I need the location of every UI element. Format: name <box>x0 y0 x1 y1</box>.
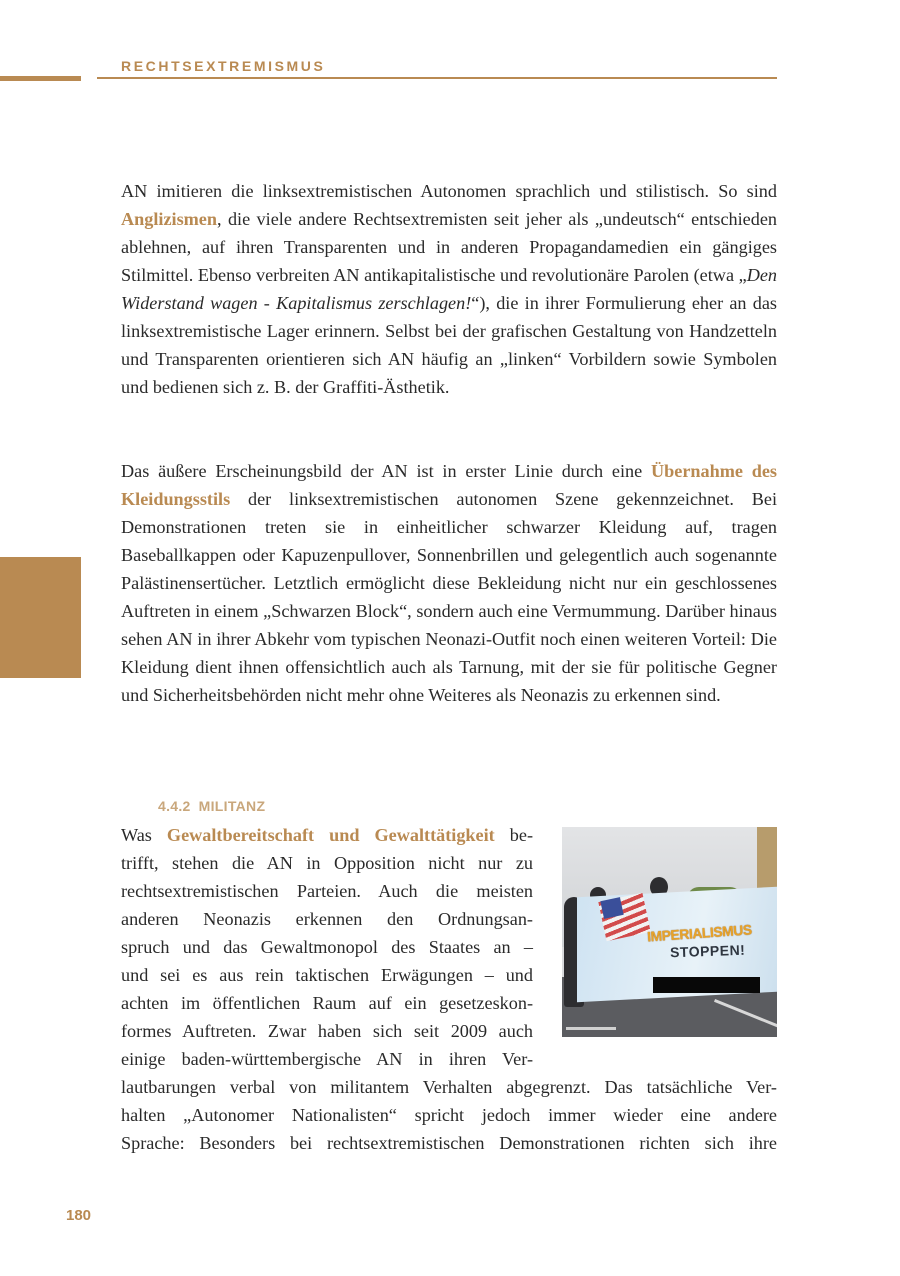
keyword-gewalt: Gewaltbereitschaft und Gewalttätigkeit <box>166 825 495 845</box>
text-column-narrow <box>121 821 533 1073</box>
paragraph-text: der linksextremistischen autonomen Szene gekennzeichnet. Bei Demonstrationen treten sie in einheitlicher schwarzer Kleidung auf, tragen Baseballkappen oder Kapuzenpullover, Sonnenbrillen und gelegentlich auch sogenannte Palästinensertücher. Letztlich ermöglicht diese Bekleidung nicht nur ein geschlossenes Auftreten in einem „Schwarzen Block“, sondern auch eine Vermummung. Darüber hinaus sehen AN in ihrer Abkehr vom typischen Neonazi-Outfit noch einen weiteren Vorteil: Die Kleidung dient ihnen offensichtlich auch als Tarnung, mit der sie für politische Gegner und Sicherheitsbehörden nicht mehr ohne Weiteres als Neonazis zu erkennen sind. <box>121 489 777 705</box>
photo-credit <box>566 1027 616 1030</box>
header-accent-bar <box>0 76 81 81</box>
header-rule <box>97 77 777 79</box>
text-line: halten „Autonomer Nationalisten“ spricht jedoch immer wieder eine andere <box>121 1105 777 1125</box>
page-number: 180 <box>66 1207 92 1224</box>
text-line: Sprache: Besonders bei rechtsextremistischen Demonstrationen richten sich ihre <box>121 1133 777 1153</box>
banner-text-imperialismus: IMPERIALISMUS <box>646 921 753 945</box>
text-line: lautbarungen verbal von militantem Verhalten abgegrenzt. Das tatsächliche Ver- <box>121 1077 777 1097</box>
chapter-side-tab <box>0 557 81 678</box>
banner-text-stoppen: STOPPEN! <box>669 941 746 961</box>
text-fragment: be- <box>494 825 534 845</box>
text-line: und sei es aus rein taktischen Erwägungen – und <box>121 965 533 985</box>
demonstration-photo <box>562 827 777 1037</box>
text-fragment: Was <box>121 825 167 845</box>
section-heading <box>158 798 265 814</box>
text-line: formes Auftreten. Zwar haben sich seit 2009 auch <box>121 1021 533 1041</box>
text-line: achten im öffentlichen Raum auf ein gesetzeskon- <box>121 993 533 1013</box>
text-line: rechtsextremistischen Parteien. Auch die meisten <box>121 881 533 901</box>
keyword-anglizismen: Anglizismen <box>121 209 217 229</box>
text-line: trifft, stehen die AN in Opposition nicht nur zu <box>121 853 533 873</box>
text-line: spruch und das Gewaltmonopol des Staates an – <box>121 937 533 957</box>
quoted-slogan: Den Widerstand wagen - Kapitalismus zerschlagen! <box>121 265 777 313</box>
paragraph-language-style <box>121 177 777 401</box>
section-number: 4.4.2 <box>158 798 191 814</box>
text-line: anderen Neonazis erkennen den Ordnungsan- <box>121 909 533 929</box>
running-header-title: RECHTSEXTREMISMUS <box>121 58 326 74</box>
censor-bar <box>653 977 760 993</box>
paragraph-clothing-style <box>121 457 777 709</box>
keyword-kleidungsstil: Übernahme des Kleidungsstils <box>121 461 777 509</box>
paragraph-text: “), die in ihrer Formulierung eher an das linksextremistische Lager erinnern. Selbst bei der grafischen Gestaltung von Handzetteln und Transparenten orientieren sich AN häufig an „linken“ Vorbildern sowie Symbolen und bedienen sich z. B. der Graffiti-Ästhetik. <box>121 293 778 397</box>
text-line: einige baden-württembergische AN in ihren Ver- <box>121 1049 533 1069</box>
section-title: MILITANZ <box>198 798 266 814</box>
text-column-wide <box>121 1073 777 1157</box>
paragraph-text: Das äußere Erscheinungsbild der AN ist in erster Linie durch eine <box>121 461 651 481</box>
paragraph-text: AN imitieren die linksextremistischen Autonomen sprachlich und stilistisch. So sind <box>121 181 777 201</box>
paragraph-text: , die viele andere Rechtsextremisten seit jeher als „undeutsch“ entschieden ablehnen, auf ihren Transparenten und in anderen Propagandamedien ein gängiges Stilmittel. Ebenso verbreiten AN antikapitalistische und revolutionäre Parolen (etwa „ <box>121 209 777 285</box>
text-line <box>121 821 533 849</box>
